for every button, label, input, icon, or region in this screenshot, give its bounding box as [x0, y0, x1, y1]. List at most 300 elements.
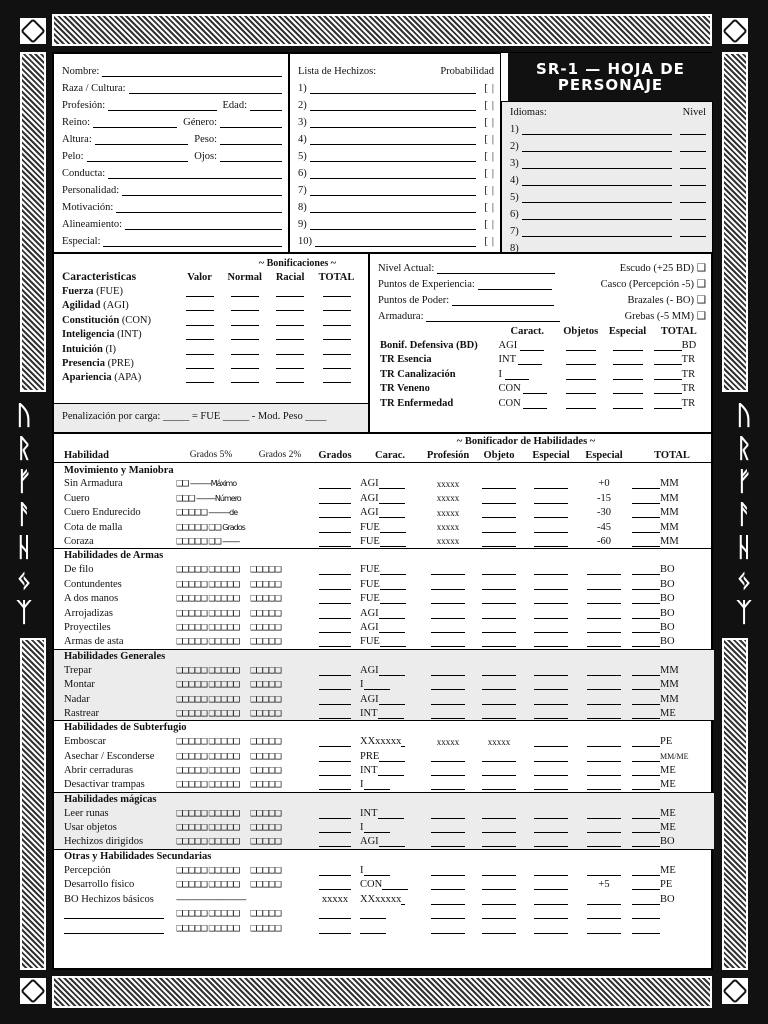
bonus-line[interactable]: [482, 837, 516, 847]
bonus-line[interactable]: [482, 924, 516, 934]
bonus-line[interactable]: [482, 809, 516, 819]
bonus-line[interactable]: [431, 695, 465, 705]
skill-row: [54, 577, 714, 591]
bonus-line[interactable]: [482, 866, 516, 876]
ranks-5-checkboxes[interactable]: ❑❑❑❑❑ ❑❑❑❑❑: [176, 665, 240, 675]
bonus-line[interactable]: [482, 609, 516, 619]
ranks-5-checkboxes[interactable]: -------------------------------------: [176, 894, 246, 904]
bonus-line[interactable]: [534, 594, 568, 604]
bonus-line[interactable]: [587, 837, 621, 847]
bonus-line[interactable]: [587, 637, 621, 647]
bracket: |: [491, 185, 494, 196]
stat-line[interactable]: [323, 287, 351, 297]
bonus-line[interactable]: [587, 666, 621, 676]
bonus-line[interactable]: [534, 695, 568, 705]
bonus-line[interactable]: [482, 494, 516, 504]
spell-line[interactable]: [310, 133, 477, 145]
stat-cell: INT: [358, 763, 422, 777]
ranks-5-checkboxes[interactable]: ❑❑❑ ----------Número: [176, 493, 241, 503]
field-line[interactable]: [108, 99, 216, 111]
stat-line[interactable]: [186, 287, 214, 297]
language-line[interactable]: [522, 225, 672, 237]
spell-line[interactable]: [310, 218, 477, 230]
bonus-line[interactable]: [431, 680, 465, 690]
ranks-5-checkboxes[interactable]: ❑❑❑❑❑ ❑❑❑❑❑: [176, 594, 240, 604]
spell-line[interactable]: [315, 235, 476, 247]
skill-name: [54, 907, 174, 921]
spell-line[interactable]: [310, 82, 477, 94]
bonus-line[interactable]: [482, 909, 516, 919]
bonus-line[interactable]: [587, 609, 621, 619]
bonus-line[interactable]: [482, 766, 516, 776]
bonus-line[interactable]: [431, 909, 465, 919]
bonus-line[interactable]: [431, 766, 465, 776]
bonus-line[interactable]: [587, 766, 621, 776]
bonus-line[interactable]: [482, 680, 516, 690]
ranks-2-checkboxes[interactable]: [248, 491, 312, 505]
defense-line[interactable]: [566, 355, 596, 365]
ranks-line[interactable]: [319, 666, 351, 676]
bonus-line[interactable]: [482, 895, 516, 905]
bonus-line[interactable]: [534, 780, 568, 790]
bonus-line[interactable]: [534, 537, 568, 547]
bonus-line[interactable]: [534, 766, 568, 776]
ranks-2-checkboxes[interactable]: ❑❑❑❑❑: [250, 780, 281, 790]
ranks-line[interactable]: [319, 780, 351, 790]
rune-glyph: ᚱ: [16, 434, 32, 465]
ranks-5-checkboxes[interactable]: ❑❑❑❑❑ ❑❑❑❑❑: [176, 923, 240, 933]
bonus-line[interactable]: [587, 580, 621, 590]
ranks-5-checkboxes[interactable]: ❑❑❑❑❑ ❑❑❑❑❑: [176, 866, 240, 876]
bonus-line[interactable]: [587, 680, 621, 690]
bonus-line[interactable]: [431, 895, 465, 905]
ranks-5-checkboxes[interactable]: ❑❑❑❑❑ ❑❑❑❑❑: [176, 766, 240, 776]
bonus-line[interactable]: [587, 737, 621, 747]
ranks-5-checkboxes[interactable]: ❑❑❑❑❑ ❑❑❑❑❑: [176, 751, 240, 761]
bonus-line[interactable]: [534, 752, 568, 762]
bonus-line[interactable]: [482, 637, 516, 647]
skill-row: [54, 692, 714, 706]
stat-row: [60, 342, 362, 356]
ranks-2-checkboxes[interactable]: ❑❑❑❑❑: [250, 565, 281, 575]
defense-line[interactable]: [566, 399, 596, 409]
ranks-2-checkboxes[interactable]: ❑❑❑❑❑: [250, 823, 281, 833]
stat-line[interactable]: [231, 373, 259, 383]
bonus-line[interactable]: [534, 580, 568, 590]
bonus-line[interactable]: [587, 809, 621, 819]
language-line[interactable]: [522, 191, 672, 203]
ranks-2-checkboxes[interactable]: ❑❑❑❑❑: [250, 737, 281, 747]
stat-line[interactable]: [276, 373, 304, 383]
ranks-line[interactable]: [319, 609, 351, 619]
bonus-line[interactable]: [587, 866, 621, 876]
defense-line[interactable]: [566, 384, 596, 394]
ranks-2-checkboxes[interactable]: ❑❑❑❑❑: [250, 880, 281, 890]
ranks-line[interactable]: [319, 823, 351, 833]
ranks-line[interactable]: [319, 880, 351, 890]
bonus-line[interactable]: [534, 680, 568, 690]
bonus-line[interactable]: [431, 709, 465, 719]
total-unit: MM: [660, 679, 679, 691]
field-line[interactable]: [220, 150, 282, 162]
stat-line[interactable]: [186, 373, 214, 383]
ranks-2-checkboxes[interactable]: ❑❑❑❑❑: [250, 751, 281, 761]
stat-line[interactable]: [276, 359, 304, 369]
bonus-line[interactable]: [431, 594, 465, 604]
bonus-line[interactable]: [482, 594, 516, 604]
ranks-line[interactable]: [319, 909, 351, 919]
stat-line[interactable]: [276, 287, 304, 297]
ranks-2-checkboxes[interactable]: ❑❑❑❑❑: [250, 608, 281, 618]
stat-line[interactable]: [186, 359, 214, 369]
armor-checkbox[interactable]: Casco (Percepción -5) ❑: [600, 279, 706, 290]
bonus-line[interactable]: [587, 924, 621, 934]
bonus-line[interactable]: [587, 709, 621, 719]
armor-checkbox[interactable]: Grebas (-5 MM) ❑: [624, 311, 706, 322]
stat-line[interactable]: [186, 330, 214, 340]
stat-line[interactable]: [186, 301, 214, 311]
bonus-line[interactable]: [534, 737, 568, 747]
level-line[interactable]: [680, 191, 706, 203]
ranks-5-checkboxes[interactable]: ❑❑❑❑❑ ❑❑❑❑❑: [176, 880, 240, 890]
ranks-5-checkboxes[interactable]: ❑❑❑❑❑ ❑❑❑❑❑: [176, 608, 240, 618]
bonus-line[interactable]: [482, 780, 516, 790]
bonus-line[interactable]: [587, 752, 621, 762]
ranks-5-checkboxes[interactable]: ❑❑❑❑❑ ❑❑❑❑❑: [176, 708, 240, 718]
field-line[interactable]: [87, 150, 189, 162]
bonus-line[interactable]: [587, 823, 621, 833]
bonus-line[interactable]: [534, 823, 568, 833]
bonus-line[interactable]: [534, 895, 568, 905]
ranks-5-checkboxes[interactable]: ❑❑❑❑❑ ❑❑❑❑❑: [176, 680, 240, 690]
bonus-line[interactable]: [431, 780, 465, 790]
language-line[interactable]: [522, 123, 672, 135]
ranks-5-checkboxes[interactable]: ❑❑❑❑❑ ❑❑ ---------: [176, 536, 240, 546]
stat-line[interactable]: [231, 316, 259, 326]
bonus-line[interactable]: [482, 508, 516, 518]
bonus-line[interactable]: [482, 709, 516, 719]
stat-line[interactable]: [323, 359, 351, 369]
total-cell: [630, 735, 714, 749]
field-line[interactable]: [116, 201, 282, 213]
spell-line[interactable]: [310, 150, 477, 162]
ranks-2-checkboxes[interactable]: ❑❑❑❑❑: [250, 766, 281, 776]
bonus-line[interactable]: [482, 695, 516, 705]
status-line[interactable]: [452, 294, 554, 306]
ranks-5-checkboxes[interactable]: ❑❑❑❑❑ ❑❑❑❑❑: [176, 837, 240, 847]
bonus-line[interactable]: [534, 623, 568, 633]
stat-line[interactable]: [231, 330, 259, 340]
armor-checkbox[interactable]: Escudo (+25 BD) ❑: [619, 263, 706, 274]
ranks-5-checkboxes[interactable]: ❑❑❑❑❑ ❑❑❑❑❑: [176, 823, 240, 833]
ranks-2-checkboxes[interactable]: ❑❑❑❑❑: [250, 622, 281, 632]
level-line[interactable]: [680, 157, 706, 169]
ranks-2-checkboxes[interactable]: [248, 520, 312, 534]
bonus-line[interactable]: [431, 880, 465, 890]
bonus-line[interactable]: [587, 895, 621, 905]
bonus-line[interactable]: [431, 924, 465, 934]
defense-line[interactable]: [613, 399, 643, 409]
stat-line[interactable]: [231, 359, 259, 369]
language-line[interactable]: [522, 208, 672, 220]
ranks-line[interactable]: [319, 680, 351, 690]
ranks-line[interactable]: [319, 580, 351, 590]
bonus-line[interactable]: [431, 565, 465, 575]
ranks-2-checkboxes[interactable]: ❑❑❑❑❑: [250, 594, 281, 604]
ranks-5-checkboxes[interactable]: ❑❑❑❑❑ -----------de: [176, 508, 238, 518]
bonus-line[interactable]: [431, 623, 465, 633]
total-line: [632, 809, 660, 819]
bonus-line[interactable]: [534, 909, 568, 919]
ranks-2-checkboxes[interactable]: [248, 506, 312, 520]
ranks-line[interactable]: [319, 523, 351, 533]
ranks-line[interactable]: [319, 494, 351, 504]
bonus-cell: [422, 749, 474, 763]
level-line[interactable]: [680, 208, 706, 220]
ranks-line[interactable]: [319, 594, 351, 604]
language-line[interactable]: [522, 157, 672, 169]
bonus-line[interactable]: [482, 623, 516, 633]
ranks-2-checkboxes[interactable]: ❑❑❑❑❑: [250, 637, 281, 647]
bonus-line[interactable]: [534, 709, 568, 719]
bonus-line[interactable]: [534, 479, 568, 489]
bonus-line[interactable]: [482, 880, 516, 890]
stat-line[interactable]: [323, 373, 351, 383]
bracket: |: [491, 219, 494, 230]
stat-line[interactable]: [276, 316, 304, 326]
stat-line[interactable]: [323, 345, 351, 355]
bonus-line[interactable]: [431, 809, 465, 819]
defense-line[interactable]: [566, 370, 596, 380]
ranks-2-checkboxes[interactable]: ❑❑❑❑❑: [250, 708, 281, 718]
stat-cell: [269, 342, 311, 356]
ranks-line[interactable]: [319, 637, 351, 647]
field-label: Ojos:: [194, 151, 217, 162]
level-line[interactable]: [680, 140, 706, 152]
stat-label: Fuerza: [62, 286, 94, 298]
bracket: [: [484, 151, 488, 162]
bonus-line[interactable]: [431, 752, 465, 762]
stat-cell: [358, 907, 422, 921]
bonus-line[interactable]: [482, 537, 516, 547]
ranks-2-checkboxes[interactable]: ❑❑❑❑❑: [250, 680, 281, 690]
spell-line[interactable]: [310, 116, 477, 128]
total-unit: ME: [660, 822, 676, 834]
language-number: 1): [510, 124, 519, 135]
defense-line[interactable]: [613, 341, 643, 351]
ranks-2-checkboxes[interactable]: ❑❑❑❑❑: [250, 694, 281, 704]
status-line[interactable]: [478, 278, 552, 290]
bonus-line[interactable]: [534, 494, 568, 504]
bonus-line[interactable]: [534, 837, 568, 847]
bonus-cell: [422, 663, 474, 677]
bonus-cell: [474, 778, 524, 792]
ranks-5-checkboxes[interactable]: ❑❑❑❑❑ ❑❑❑❑❑: [176, 622, 240, 632]
ranks-2-checkboxes[interactable]: ❑❑❑❑❑: [250, 808, 281, 818]
stat-line[interactable]: [231, 287, 259, 297]
ranks-2-checkboxes[interactable]: ❑❑❑❑❑: [250, 923, 281, 933]
defense-line[interactable]: [613, 355, 643, 365]
field-line[interactable]: [103, 235, 282, 247]
status-label: Puntos de Experiencia:: [378, 279, 475, 290]
bonus-line[interactable]: [431, 823, 465, 833]
stat-line: [379, 695, 405, 705]
bonus-line[interactable]: [534, 880, 568, 890]
ranks-line[interactable]: [319, 737, 351, 747]
total-line: [632, 709, 660, 719]
total-unit: BO: [660, 564, 675, 576]
bonus-line[interactable]: [534, 637, 568, 647]
bonus-line[interactable]: [534, 866, 568, 876]
status-line[interactable]: [426, 310, 560, 322]
defense-line: [523, 399, 547, 409]
ranks-line[interactable]: [319, 866, 351, 876]
bonus-line[interactable]: [534, 666, 568, 676]
ranks-line[interactable]: [319, 837, 351, 847]
skill-name: Montar: [64, 679, 95, 691]
field-line[interactable]: [220, 133, 282, 145]
ranks-2-checkboxes[interactable]: ❑❑❑❑❑: [250, 579, 281, 589]
ranks-2-checkboxes[interactable]: [248, 534, 312, 548]
ranks-2-checkboxes[interactable]: ❑❑❑❑❑: [250, 909, 281, 919]
stat-line[interactable]: [276, 345, 304, 355]
ranks-2-checkboxes[interactable]: ❑❑❑❑❑: [250, 837, 281, 847]
ranks-5-checkboxes[interactable]: ❑❑❑❑❑ ❑❑❑❑❑: [176, 780, 240, 790]
bonus-line[interactable]: [587, 909, 621, 919]
skill-name: Percepción: [64, 865, 111, 877]
spell-line[interactable]: [310, 167, 477, 179]
bonus-line[interactable]: [482, 479, 516, 489]
bonus-line[interactable]: [482, 523, 516, 533]
stat-line[interactable]: [276, 330, 304, 340]
stat-cell: [311, 284, 362, 298]
bonus-line[interactable]: [587, 594, 621, 604]
ranks-line[interactable]: [319, 537, 351, 547]
bonus-line[interactable]: [431, 837, 465, 847]
ranks-line[interactable]: [319, 709, 351, 719]
bonus-cell: [524, 778, 578, 792]
field-line[interactable]: [95, 133, 188, 145]
bonus-line[interactable]: [534, 565, 568, 575]
field-line[interactable]: [220, 116, 282, 128]
bonus-line[interactable]: [431, 866, 465, 876]
total-unit: PE: [660, 736, 673, 748]
level-line[interactable]: [680, 174, 706, 186]
bonus-line[interactable]: [431, 580, 465, 590]
ranks-2-checkboxes[interactable]: ❑❑❑❑❑: [250, 665, 281, 675]
ranks-5-checkboxes[interactable]: ❑❑❑❑❑ ❑❑❑❑❑: [176, 808, 240, 818]
stat-cell: FUE: [358, 635, 422, 649]
bonus-line[interactable]: [587, 695, 621, 705]
stat-line[interactable]: [186, 345, 214, 355]
ranks-cell: [312, 620, 358, 634]
spell-row: [298, 230, 494, 247]
status-line[interactable]: [437, 262, 555, 274]
field-line[interactable]: [108, 167, 282, 179]
bonus-line[interactable]: [587, 623, 621, 633]
field-line[interactable]: [125, 218, 282, 230]
field-line[interactable]: [93, 116, 177, 128]
bonus-line[interactable]: [482, 752, 516, 762]
ranks-5-checkboxes[interactable]: ❑❑❑❑❑ ❑❑❑❑❑: [176, 579, 240, 589]
armor-checkbox[interactable]: Brazales (- BO) ❑: [627, 295, 706, 306]
stat-line[interactable]: [323, 316, 351, 326]
bonus-line[interactable]: [431, 666, 465, 676]
bonus-line[interactable]: [534, 609, 568, 619]
ranks-line[interactable]: [319, 565, 351, 575]
bonus-line[interactable]: [587, 780, 621, 790]
spell-line[interactable]: [310, 99, 477, 111]
spell-line[interactable]: [310, 201, 477, 213]
level-line[interactable]: [680, 225, 706, 237]
bonus-line[interactable]: [431, 637, 465, 647]
ranks-5-checkboxes[interactable]: ❑❑ -----------Máximo: [176, 479, 237, 489]
defense-line[interactable]: [566, 341, 596, 351]
ranks-5-checkboxes[interactable]: ❑❑❑❑❑ ❑❑ Grados: [176, 522, 245, 532]
personal-row: [62, 145, 282, 162]
ranks-2-checkboxes[interactable]: [248, 477, 312, 491]
ranks-5-checkboxes[interactable]: ❑❑❑❑❑ ❑❑❑❑❑: [176, 909, 240, 919]
ranks-line[interactable]: [319, 623, 351, 633]
ranks-line[interactable]: [319, 809, 351, 819]
stat-line[interactable]: [323, 330, 351, 340]
section-title: Movimiento y Maniobra: [54, 463, 714, 477]
stat-line[interactable]: [323, 301, 351, 311]
stat-line[interactable]: [231, 345, 259, 355]
ranks-5-checkboxes[interactable]: ❑❑❑❑❑ ❑❑❑❑❑: [176, 637, 240, 647]
bonus-line[interactable]: [482, 666, 516, 676]
stat-line[interactable]: [186, 316, 214, 326]
field-line[interactable]: [102, 65, 282, 77]
bonus-line[interactable]: [482, 580, 516, 590]
bonus-line[interactable]: [534, 809, 568, 819]
bonus-line[interactable]: [431, 609, 465, 619]
field-line[interactable]: [122, 184, 282, 196]
stat-line[interactable]: [231, 301, 259, 311]
ranks-line[interactable]: [319, 695, 351, 705]
ranks-5-checkboxes[interactable]: ❑❑❑❑❑ ❑❑❑❑❑: [176, 565, 240, 575]
language-line[interactable]: [522, 174, 672, 186]
ranks-2-checkboxes[interactable]: ❑❑❑❑❑: [250, 866, 281, 876]
ranks-line[interactable]: [319, 766, 351, 776]
spell-row: [298, 77, 494, 94]
bonus-line[interactable]: [534, 924, 568, 934]
bonus-line[interactable]: [482, 565, 516, 575]
defense-line[interactable]: [613, 370, 643, 380]
field-line[interactable]: [129, 82, 282, 94]
ranks-line[interactable]: [319, 752, 351, 762]
ranks-5-checkboxes[interactable]: ❑❑❑❑❑ ❑❑❑❑❑: [176, 737, 240, 747]
ranks-line[interactable]: [319, 479, 351, 489]
stat-line[interactable]: [276, 301, 304, 311]
bonus-line[interactable]: [534, 508, 568, 518]
bonus-line[interactable]: [534, 523, 568, 533]
spell-line[interactable]: [310, 184, 477, 196]
ranks-line[interactable]: [319, 508, 351, 518]
ranks-line[interactable]: [319, 924, 351, 934]
stat-line: [364, 780, 390, 790]
bonus-line[interactable]: [587, 565, 621, 575]
bonus-cell: [474, 806, 524, 820]
defense-line: [505, 370, 529, 380]
field-line[interactable]: [250, 99, 282, 111]
defense-line[interactable]: [613, 384, 643, 394]
ranks-5-checkboxes[interactable]: ❑❑❑❑❑ ❑❑❑❑❑: [176, 694, 240, 704]
bonus-line[interactable]: [482, 823, 516, 833]
language-line[interactable]: [522, 140, 672, 152]
field-label: Reino:: [62, 117, 90, 128]
level-line[interactable]: [680, 123, 706, 135]
